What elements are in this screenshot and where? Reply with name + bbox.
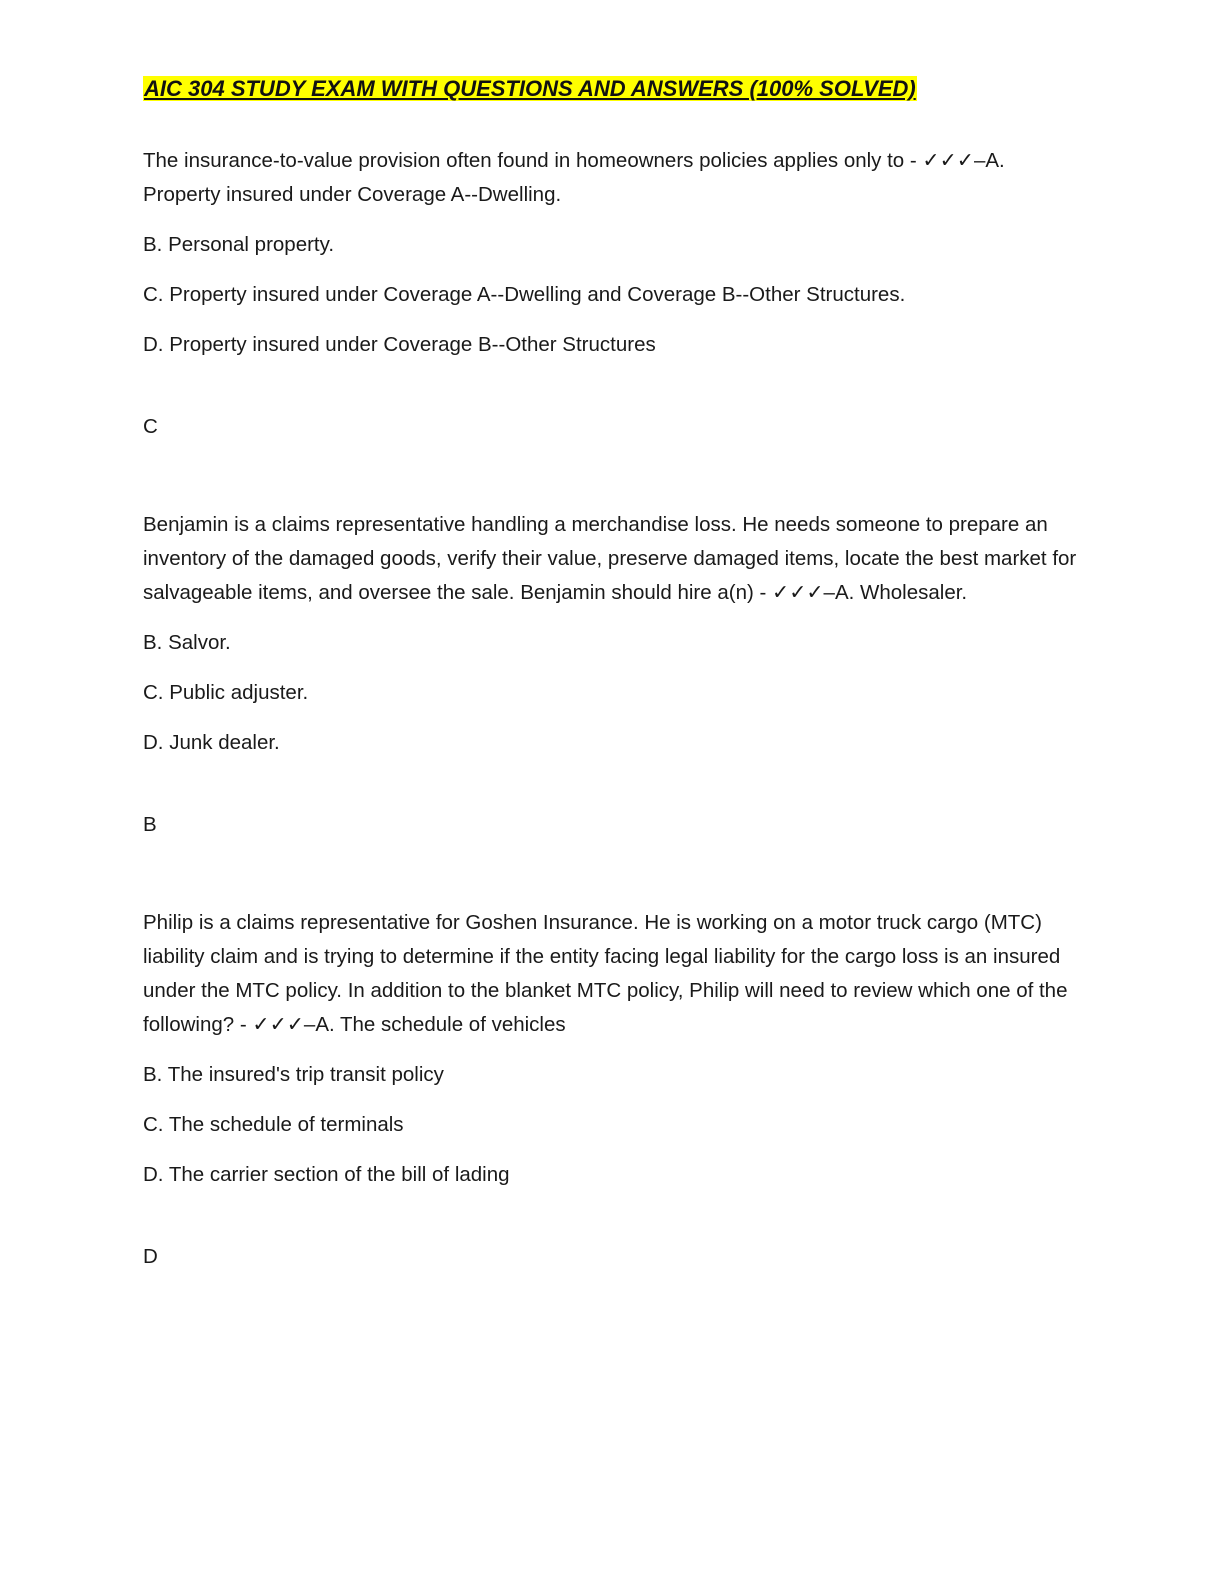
question-block-3 — [143, 906, 1083, 1274]
question-stem: Philip is a claims representative for Goshen Insurance. He is working on a motor truck cargo (MTC) liability claim and is trying to determine if the entity facing legal liability for the cargo loss is an insured under the MTC policy. In addition to the blanket MTC policy, Philip will need to review which one of the following? - ✓✓✓–A. The schedule of vehicles — [143, 911, 1068, 1036]
correct-answer: D — [143, 1245, 158, 1268]
question-block-2 — [143, 508, 1083, 842]
document-title-text: AIC 304 STUDY EXAM WITH QUESTIONS AND ANSWERS (100% SOLVED) — [144, 76, 916, 101]
question-block-1 — [143, 144, 1083, 444]
question-stem: Benjamin is a claims representative handling a merchandise loss. He needs someone to prepare an inventory of the damaged goods, verify their value, preserve damaged items, locate the best market for salvageable items, and oversee the sale. Benjamin should hire a(n) - ✓✓✓–A. Wholesaler. — [143, 513, 1077, 604]
answer-option-b: B. Personal property. — [143, 233, 335, 256]
correct-answer: B — [143, 813, 157, 836]
answer-option-d: D. Property insured under Coverage B--Other Structures — [143, 333, 656, 356]
question-list — [143, 144, 1083, 1338]
answer-option-b: B. Salvor. — [143, 631, 231, 654]
answer-option-d: D. Junk dealer. — [143, 731, 280, 754]
answer-option-c: C. Public adjuster. — [143, 681, 309, 704]
correct-answer: C — [143, 415, 158, 438]
answer-option-c: C. Property insured under Coverage A--Dwelling and Coverage B--Other Structures. — [143, 283, 906, 306]
document-title — [143, 74, 917, 104]
answer-option-c: C. The schedule of terminals — [143, 1113, 404, 1136]
answer-option-d: D. The carrier section of the bill of lading — [143, 1163, 510, 1186]
answer-option-b: B. The insured's trip transit policy — [143, 1063, 444, 1086]
question-stem: The insurance-to-value provision often found in homeowners policies applies only to - ✓✓✓–A. Property insured under Coverage A--Dwelling. — [143, 149, 1005, 206]
